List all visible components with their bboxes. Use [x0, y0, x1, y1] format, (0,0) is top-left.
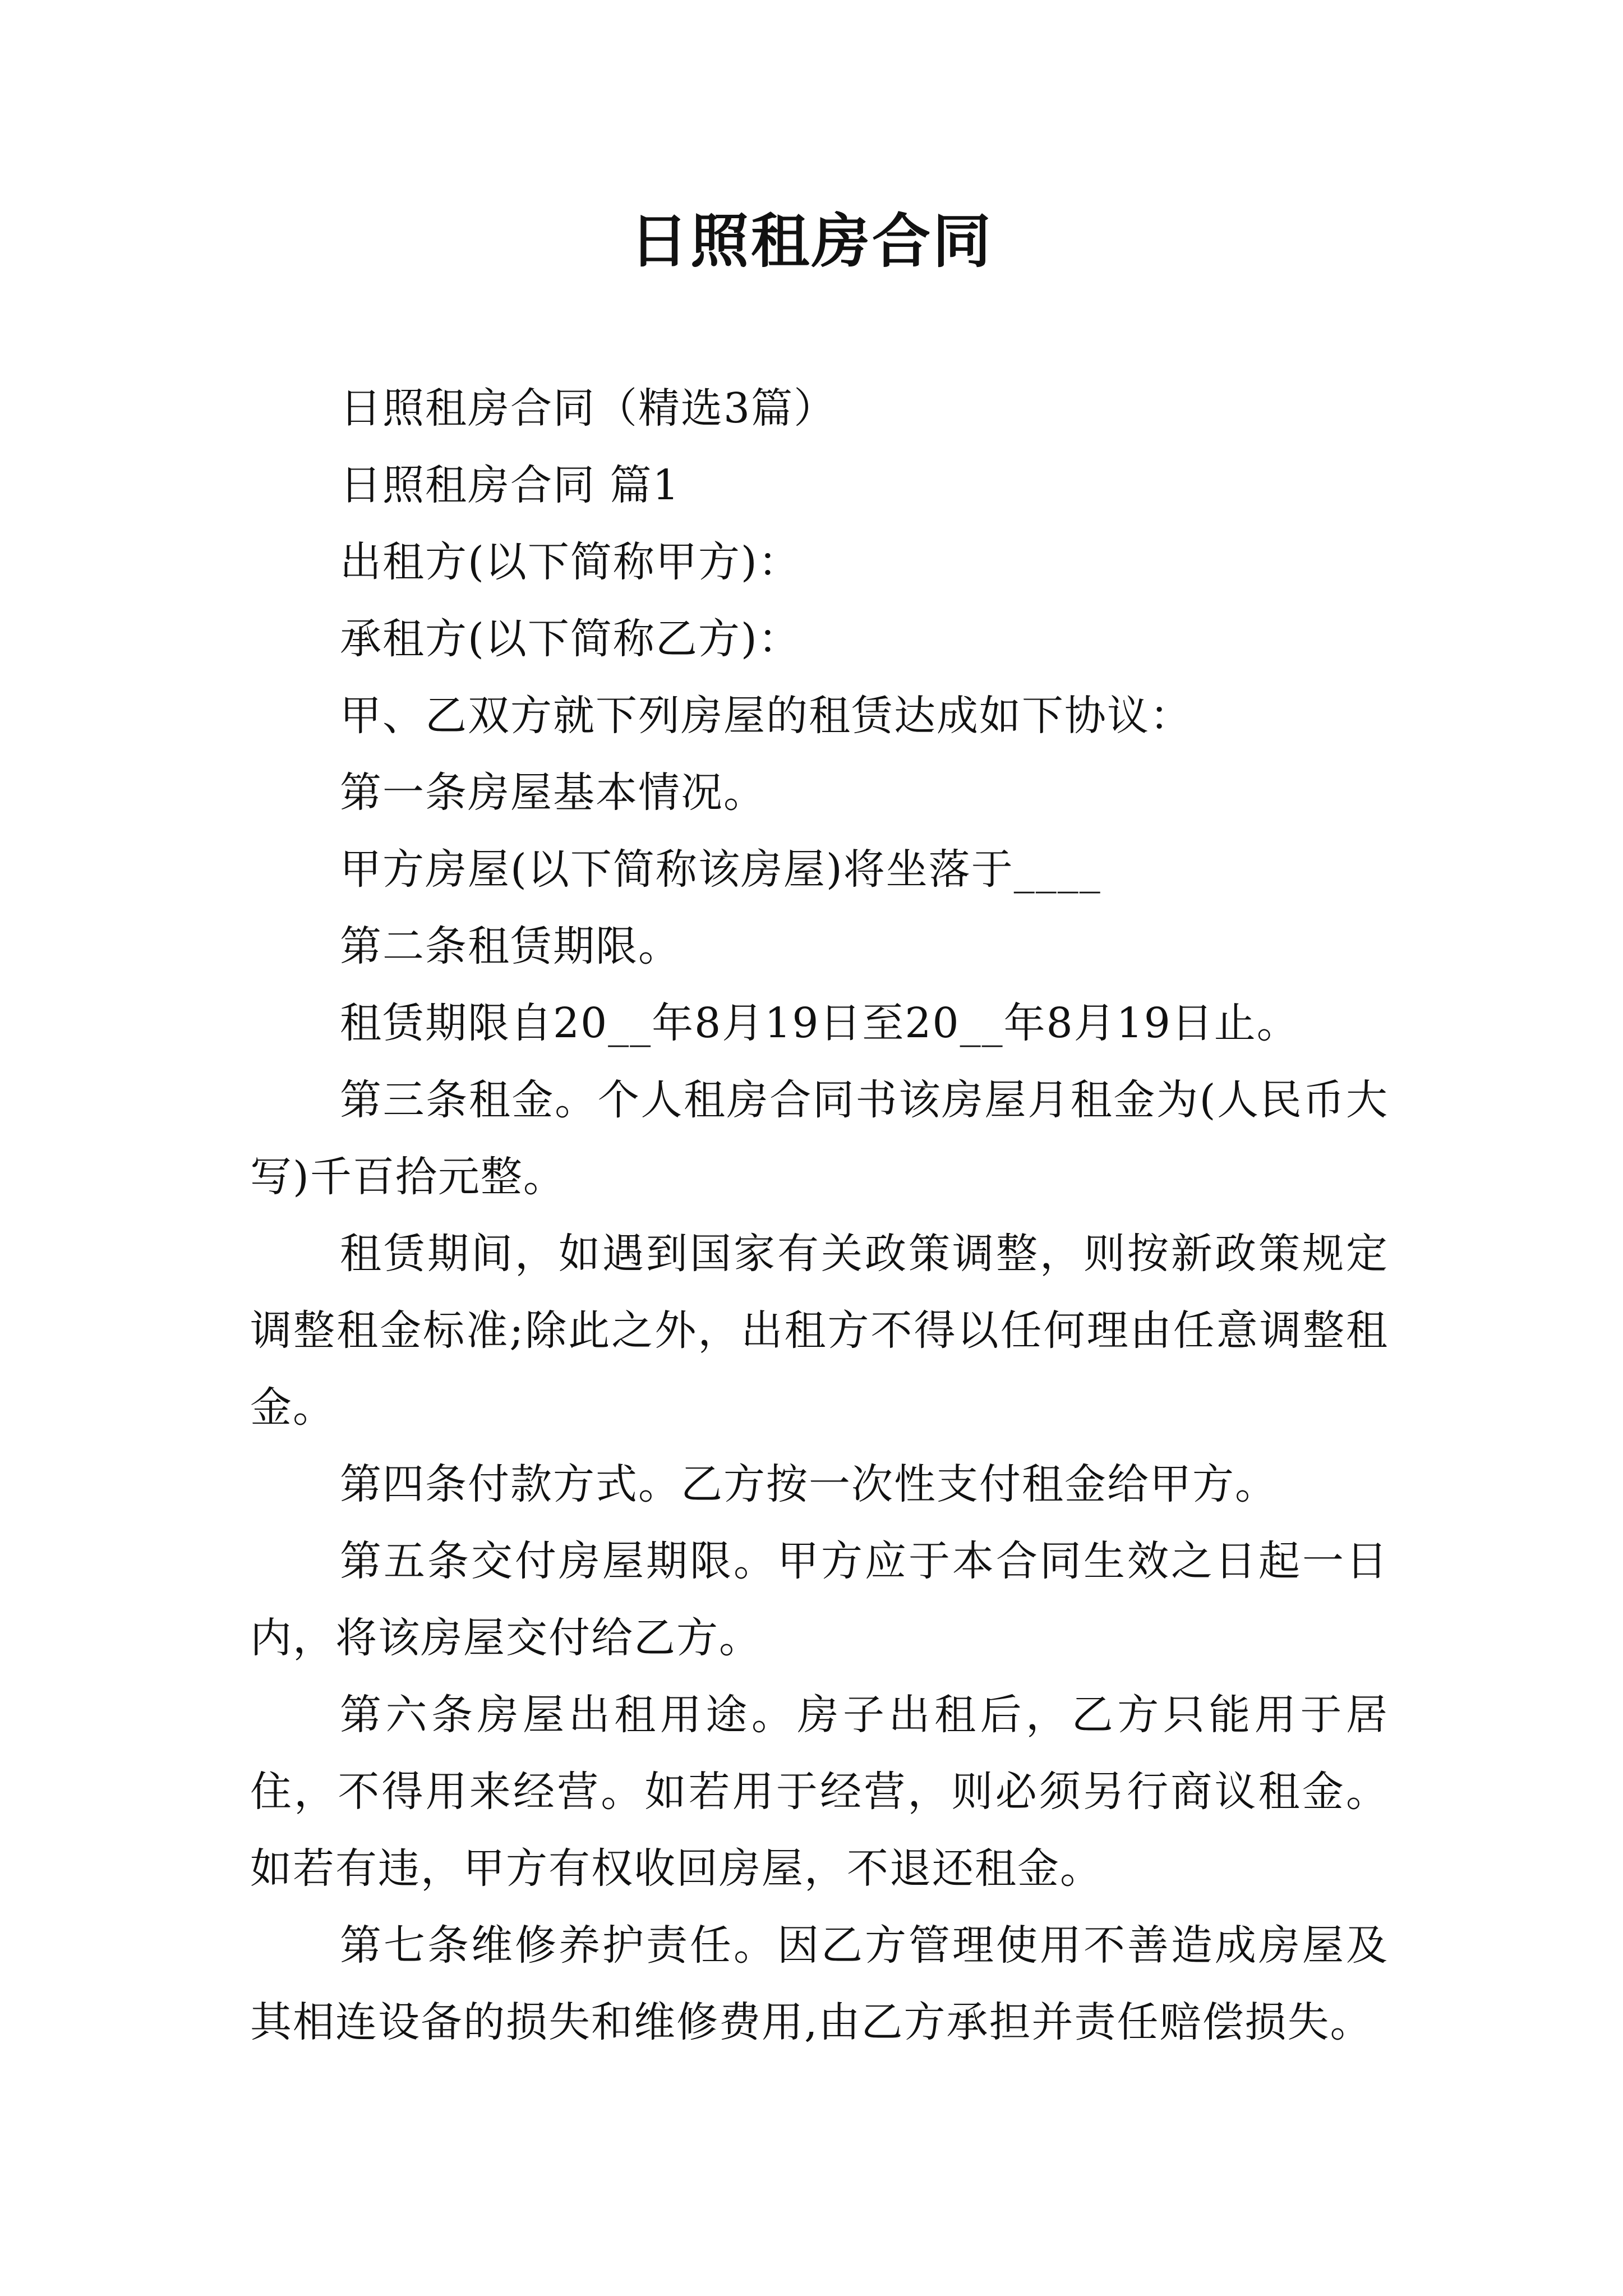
paragraph: 出租方(以下简称甲方)： [340, 538, 801, 586]
paragraph: 第四条付款方式。乙方按一次性支付租金给甲方。 [340, 1460, 1278, 1508]
paragraph: 第五条交付房屋期限。甲方应于本合同生效之日起一日内，将该房屋交付给乙方。 [250, 1537, 1389, 1662]
paragraph: 第二条租赁期限。 [340, 922, 681, 970]
paragraph: 日照租房合同（精选3篇） [340, 384, 837, 432]
paragraph: 第一条房屋基本情况。 [340, 769, 766, 817]
paragraph: 日照租房合同 篇1 [340, 461, 680, 509]
paragraph: 第六条房屋出租用途。房子出租后，乙方只能用于居住，不得用来经营。如若用于经营，则必须另行商议租金。如若有违，甲方有权收回房屋，不退还租金。 [250, 1691, 1389, 1893]
paragraph: 甲、乙双方就下列房屋的租赁达成如下协议： [340, 692, 1192, 740]
document-title: 日照租房合同 [629, 207, 993, 275]
paragraph: 承租方(以下简称乙方)： [340, 615, 801, 663]
document-body [250, 370, 1389, 2061]
paragraph: 第七条维修养护责任。因乙方管理使用不善造成房屋及其相连设备的损失和维修费用,由乙方承担并责任赔偿损失。 [250, 1921, 1389, 2046]
paragraph: 租赁期间，如遇到国家有关政策调整，则按新政策规定调整租金标准;除此之外，出租方不得以任何理由任意调整租金。 [250, 1230, 1389, 1432]
paragraph: 第三条租金。个人租房合同书该房屋月租金为(人民币大写)千百拾元整。 [250, 1076, 1389, 1201]
paragraph: 租赁期限自20__年8月19日至20__年8月19日止。 [340, 999, 1299, 1047]
paragraph: 甲方房屋(以下简称该房屋)将坐落于____ [340, 845, 1101, 894]
